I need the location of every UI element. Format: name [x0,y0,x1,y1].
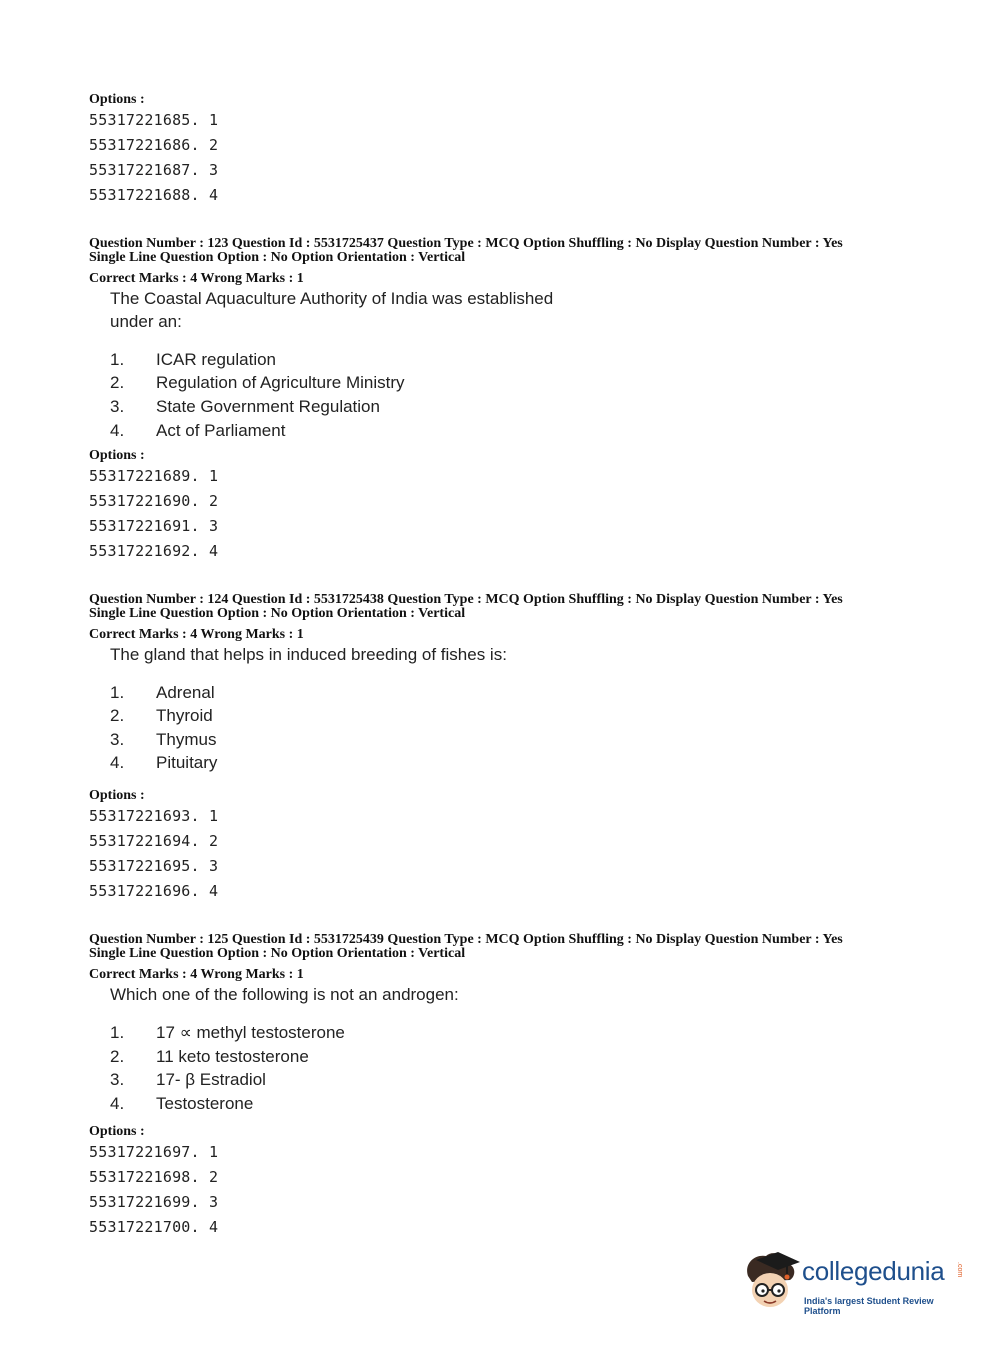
option-id: 55317221699. 3 [89,1193,219,1211]
choice-text: Thymus [156,730,217,749]
choice-text: Testosterone [156,1094,254,1113]
question-text-cont: under an: [110,312,182,331]
option-id: 55317221696. 4 [89,882,219,900]
question-meta: Question Number : 123 Question Id : 5531725437 Question Type : MCQ Option Shuffling : No Display Question Number : Yes [89,236,843,251]
choice-item [110,1046,309,1068]
choice-item [110,372,405,394]
option-id: 55317221687. 3 [89,161,219,179]
choice-number: 3. [110,1070,125,1089]
choice-number: 3. [110,730,125,749]
choice-item [110,1022,345,1044]
choice-text: State Government Regulation [156,397,380,416]
option-id: 55317221694. 2 [89,832,219,850]
option-id: 55317221685. 1 [89,111,219,129]
choice-item [110,349,276,371]
choice-text: Act of Parliament [156,421,286,440]
question-meta: Question Number : 125 Question Id : 5531725439 Question Type : MCQ Option Shuffling : No Display Question Number : Yes [89,932,843,947]
question-meta: Question Number : 124 Question Id : 5531725438 Question Type : MCQ Option Shuffling : No Display Question Number : Yes [89,592,843,607]
logo-tagline: India's largest Student Review Platform [804,1296,934,1316]
options-label: Options : [89,1124,145,1139]
option-id: 55317221688. 4 [89,186,219,204]
option-id: 55317221689. 1 [89,467,219,485]
choice-item [110,729,216,751]
option-id: 55317221693. 1 [89,807,219,825]
choice-item [110,1093,253,1115]
option-id: 55317221692. 4 [89,542,219,560]
logo-wordmark: collegedunia [802,1256,945,1286]
question-meta-2: Single Line Question Option : No Option Orientation : Vertical [89,606,466,621]
question-marks: Correct Marks : 4 Wrong Marks : 1 [89,967,304,982]
choice-number: 4. [110,753,125,772]
option-id: 55317221695. 3 [89,857,219,875]
choice-text: 17- β Estradiol [156,1070,266,1089]
choice-number: 4. [110,1094,125,1113]
choice-number: 2. [110,706,125,725]
choice-item [110,682,215,704]
option-id: 55317221690. 2 [89,492,219,510]
choice-text: ICAR regulation [156,350,277,369]
choice-text: Pituitary [156,753,218,772]
option-id: 55317221700. 4 [89,1218,219,1236]
question-meta-2: Single Line Question Option : No Option Orientation : Vertical [89,250,466,265]
question-text: Which one of the following is not an androgen: [110,985,459,1004]
choice-item [110,396,380,418]
choice-item [110,705,213,727]
choice-number: 1. [110,1023,125,1042]
question-text: The Coastal Aquaculture Authority of India was established [110,289,554,308]
choice-number: 2. [110,373,125,392]
option-id: 55317221697. 1 [89,1143,219,1161]
option-id: 55317221698. 2 [89,1168,219,1186]
choice-item [110,1069,266,1091]
choice-item [110,752,217,774]
question-meta-2: Single Line Question Option : No Option Orientation : Vertical [89,946,466,961]
option-id: 55317221691. 3 [89,517,219,535]
choice-number: 1. [110,683,125,702]
choice-number: 1. [110,350,125,369]
choice-text: 17 ∝ methyl testosterone [156,1023,345,1042]
mascot-icon [742,1250,802,1312]
question-text: The gland that helps in induced breeding of fishes is: [110,645,507,664]
choice-number: 2. [110,1047,125,1066]
logo-suffix: .com [956,1262,963,1278]
choice-text: 11 keto testosterone [156,1047,309,1066]
option-id: 55317221686. 2 [89,136,219,154]
collegedunia-logo [742,1250,972,1320]
question-marks: Correct Marks : 4 Wrong Marks : 1 [89,627,304,642]
choice-number: 3. [110,397,125,416]
choice-text: Thyroid [156,706,213,725]
choice-text: Adrenal [156,683,215,702]
options-label: Options : [89,788,145,803]
choice-number: 4. [110,421,125,440]
choice-text: Regulation of Agriculture Ministry [156,373,405,392]
choice-item [110,420,285,442]
options-label: Options : [89,92,145,107]
question-marks: Correct Marks : 4 Wrong Marks : 1 [89,271,304,286]
options-label: Options : [89,448,145,463]
